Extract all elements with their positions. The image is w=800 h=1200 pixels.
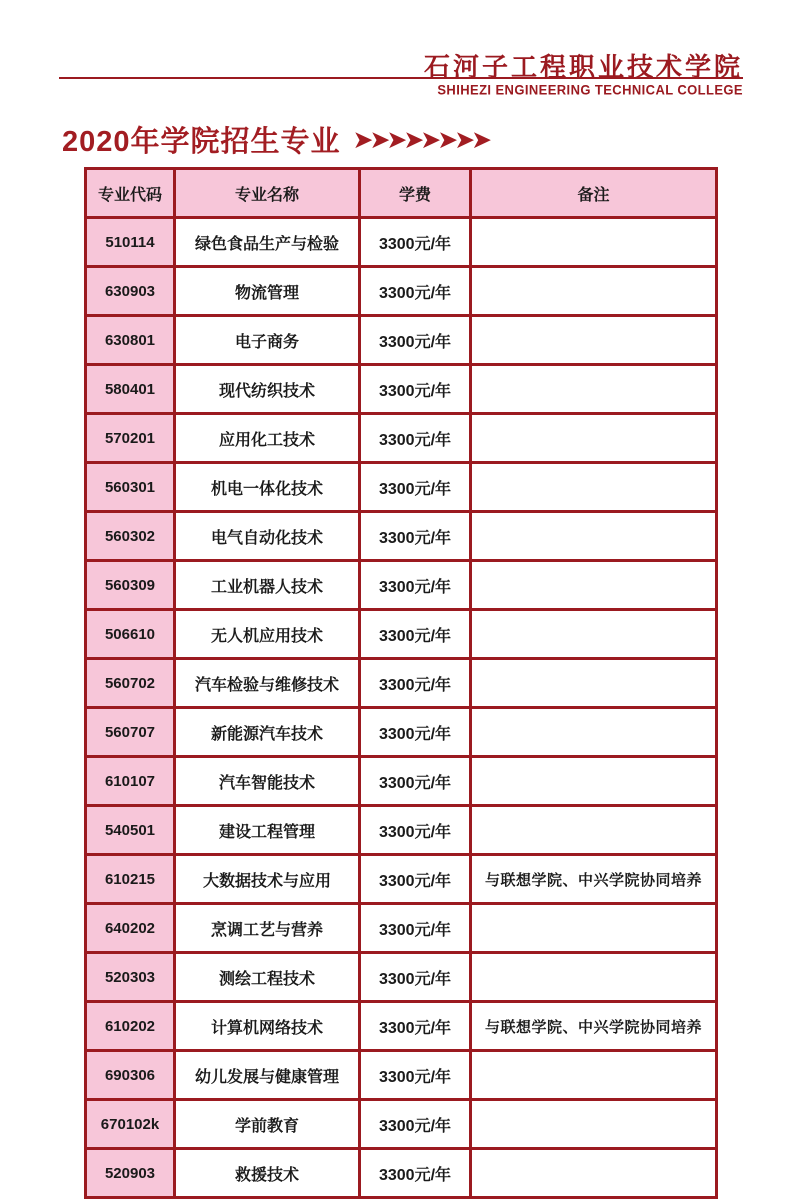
major-name-cell: 现代纺织技术 (175, 365, 360, 414)
note-cell (471, 365, 717, 414)
major-code-cell: 560702 (86, 659, 175, 708)
major-code-cell: 630801 (86, 316, 175, 365)
tuition-cell: 3300元/年 (360, 414, 471, 463)
table-row (86, 904, 717, 953)
major-name-cell: 新能源汽车技术 (175, 708, 360, 757)
tuition-cell: 3300元/年 (360, 365, 471, 414)
major-name-cell: 大数据技术与应用 (175, 855, 360, 904)
header-row (86, 169, 717, 218)
table-row (86, 365, 717, 414)
major-code-cell: 560301 (86, 463, 175, 512)
note-cell (471, 904, 717, 953)
note-cell (471, 463, 717, 512)
table-row (86, 855, 717, 904)
page-title-row (62, 119, 494, 160)
note-cell (471, 1100, 717, 1149)
note-cell: 与联想学院、中兴学院协同培养 (471, 855, 717, 904)
tuition-cell: 3300元/年 (360, 561, 471, 610)
tuition-cell: 3300元/年 (360, 463, 471, 512)
column-header-code: 专业代码 (86, 169, 175, 218)
major-name-cell: 电子商务 (175, 316, 360, 365)
note-cell (471, 316, 717, 365)
note-cell (471, 708, 717, 757)
table-row (86, 757, 717, 806)
tuition-cell: 3300元/年 (360, 1051, 471, 1100)
major-name-cell: 学前教育 (175, 1100, 360, 1149)
note-cell (471, 1051, 717, 1100)
tuition-cell: 3300元/年 (360, 316, 471, 365)
major-name-cell: 无人机应用技术 (175, 610, 360, 659)
major-name-cell: 应用化工技术 (175, 414, 360, 463)
tuition-cell: 3300元/年 (360, 904, 471, 953)
major-code-cell: 520903 (86, 1149, 175, 1198)
major-name-cell: 汽车智能技术 (175, 757, 360, 806)
major-name-cell: 绿色食品生产与检验 (175, 218, 360, 267)
major-code-cell: 610215 (86, 855, 175, 904)
major-name-cell: 烹调工艺与营养 (175, 904, 360, 953)
major-code-cell: 670102k (86, 1100, 175, 1149)
table-row (86, 1002, 717, 1051)
major-code-cell: 610107 (86, 757, 175, 806)
table-row (86, 414, 717, 463)
major-code-cell: 560302 (86, 512, 175, 561)
table-row (86, 659, 717, 708)
majors-table (84, 167, 718, 1199)
major-code-cell: 560707 (86, 708, 175, 757)
major-name-cell: 幼儿发展与健康管理 (175, 1051, 360, 1100)
major-name-cell: 测绘工程技术 (175, 953, 360, 1002)
tuition-cell: 3300元/年 (360, 708, 471, 757)
tuition-cell: 3300元/年 (360, 757, 471, 806)
tuition-cell: 3300元/年 (360, 855, 471, 904)
page-title: 2020年学院招生专业 (62, 126, 341, 158)
note-cell (471, 267, 717, 316)
table-row (86, 463, 717, 512)
major-code-cell: 570201 (86, 414, 175, 463)
tuition-cell: 3300元/年 (360, 267, 471, 316)
table-row (86, 610, 717, 659)
major-name-cell: 电气自动化技术 (175, 512, 360, 561)
major-name-cell: 物流管理 (175, 267, 360, 316)
major-code-cell: 630903 (86, 267, 175, 316)
table-row (86, 1051, 717, 1100)
major-code-cell: 540501 (86, 806, 175, 855)
column-header-note: 备注 (471, 169, 717, 218)
note-cell (471, 757, 717, 806)
tuition-cell: 3300元/年 (360, 659, 471, 708)
table-row (86, 561, 717, 610)
note-cell (471, 1149, 717, 1198)
tuition-cell: 3300元/年 (360, 218, 471, 267)
table-row (86, 218, 717, 267)
note-cell (471, 561, 717, 610)
note-cell (471, 953, 717, 1002)
table-row (86, 806, 717, 855)
major-code-cell: 640202 (86, 904, 175, 953)
major-code-cell: 690306 (86, 1051, 175, 1100)
major-code-cell: 510114 (86, 218, 175, 267)
table-row (86, 953, 717, 1002)
major-name-cell: 建设工程管理 (175, 806, 360, 855)
column-header-name: 专业名称 (175, 169, 360, 218)
note-cell (471, 218, 717, 267)
majors-table-body (86, 218, 717, 1198)
note-cell (471, 659, 717, 708)
table-row (86, 267, 717, 316)
tuition-cell: 3300元/年 (360, 512, 471, 561)
major-code-cell: 580401 (86, 365, 175, 414)
major-name-cell: 救援技术 (175, 1149, 360, 1198)
note-cell (471, 512, 717, 561)
majors-table-header (86, 169, 717, 218)
major-code-cell: 610202 (86, 1002, 175, 1051)
tuition-cell: 3300元/年 (360, 1002, 471, 1051)
table-row (86, 316, 717, 365)
table-row (86, 1149, 717, 1198)
note-cell (471, 414, 717, 463)
note-cell (471, 610, 717, 659)
major-code-cell: 520303 (86, 953, 175, 1002)
tuition-cell: 3300元/年 (360, 953, 471, 1002)
note-cell (471, 806, 717, 855)
major-name-cell: 计算机网络技术 (175, 1002, 360, 1051)
tuition-cell: 3300元/年 (360, 806, 471, 855)
college-name-english: SHIHEZI ENGINEERING TECHNICAL COLLEGE (437, 82, 743, 98)
major-code-cell: 506610 (86, 610, 175, 659)
tuition-cell: 3300元/年 (360, 1149, 471, 1198)
table-row (86, 1100, 717, 1149)
major-code-cell: 560309 (86, 561, 175, 610)
college-name-chinese: 石河子工程职业技术学院 (423, 52, 743, 82)
table-row (86, 708, 717, 757)
arrowheads-icon: ➤➤➤➤➤➤➤➤ (352, 125, 489, 154)
major-name-cell: 工业机器人技术 (175, 561, 360, 610)
column-header-fee: 学费 (360, 169, 471, 218)
tuition-cell: 3300元/年 (360, 610, 471, 659)
tuition-cell: 3300元/年 (360, 1100, 471, 1149)
note-cell: 与联想学院、中兴学院协同培养 (471, 1002, 717, 1051)
major-name-cell: 机电一体化技术 (175, 463, 360, 512)
major-name-cell: 汽车检验与维修技术 (175, 659, 360, 708)
table-row (86, 512, 717, 561)
